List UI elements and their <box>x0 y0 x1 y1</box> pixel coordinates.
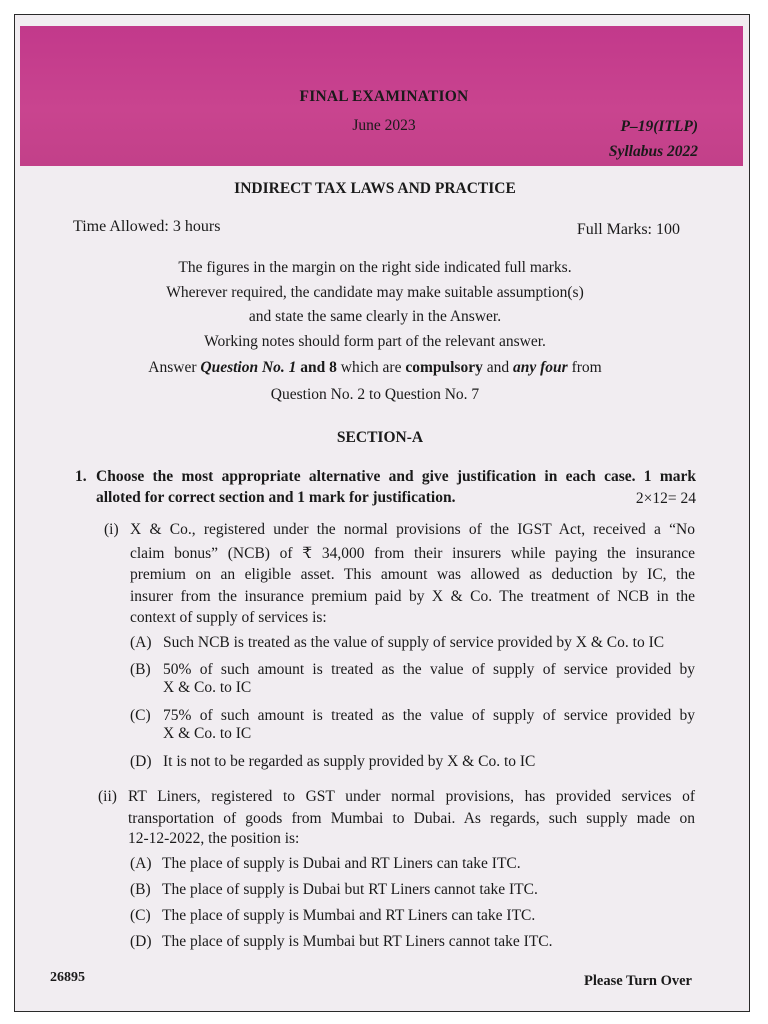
instr-question-ref-2: and 8 <box>296 359 337 376</box>
exam-title: FINAL EXAMINATION <box>299 88 469 105</box>
time-allowed: Time Allowed: 3 hours <box>73 218 221 235</box>
instr-text: and <box>482 359 513 376</box>
question-text-line-1: Choose the most appropriate alternative and give justification in each case. 1 mark <box>96 468 696 485</box>
option-text: 50% of such amount is treated as the value of supply of service provided by <box>163 661 695 678</box>
option-text: Such NCB is treated as the value of supply of service provided by X & Co. to IC <box>163 634 665 651</box>
sub-question-line: transportation of goods from Mumbai to Dubai. As regards, such supply made on <box>128 810 695 827</box>
syllabus-label: Syllabus 2022 <box>608 143 698 160</box>
option-label: (B) <box>130 661 151 678</box>
instruction-line-3: and state the same clearly in the Answer. <box>248 308 502 325</box>
instr-compulsory: compulsory <box>405 359 483 376</box>
option-text: 75% of such amount is treated as the value of supply of service provided by <box>163 707 695 724</box>
option-text: The place of supply is Dubai and RT Liners can take ITC. <box>162 855 521 872</box>
full-marks: Full Marks: 100 <box>576 221 680 238</box>
subject-title: INDIRECT TAX LAWS AND PRACTICE <box>234 180 516 197</box>
sub-question-line: premium on an eligible asset. This amount was allowed as deduction by IC, the <box>130 566 695 583</box>
sub-question-line: context of supply of services is: <box>130 609 327 626</box>
question-marks: 2×12= 24 <box>635 490 696 507</box>
instr-text: which are <box>336 359 406 376</box>
sub-question-line: 12-12-2022, the position is: <box>128 830 300 847</box>
option-label: (B) <box>130 881 151 898</box>
sub-question-number: (ii) <box>98 788 117 805</box>
sub-question-number: (i) <box>104 521 119 538</box>
option-text: The place of supply is Mumbai and RT Liners can take ITC. <box>162 907 536 924</box>
sub-question-line: claim bonus” (NCB) of ₹ 34,000 from their insurers while paying the insurance <box>130 545 695 562</box>
option-label: (A) <box>130 634 152 651</box>
option-text: It is not to be regarded as supply provided by X & Co. to IC <box>163 753 536 770</box>
sub-question-line: X & Co., registered under the normal provisions of the IGST Act, received a “No <box>130 521 695 538</box>
question-number: 1. <box>75 468 87 485</box>
option-text: X & Co. to IC <box>163 725 252 742</box>
paper-number: 26895 <box>50 970 85 985</box>
instr-text: Answer <box>148 359 201 376</box>
option-label: (D) <box>130 933 152 950</box>
please-turn-over: Please Turn Over <box>584 973 692 989</box>
instr-text: from <box>567 359 602 376</box>
option-text: The place of supply is Mumbai but RT Liners cannot take ITC. <box>162 933 553 950</box>
sub-question-line: RT Liners, registered to GST under normal provisions, has provided services of <box>128 788 695 805</box>
instruction-line-4: Working notes should form part of the relevant answer. <box>204 333 546 350</box>
option-label: (D) <box>130 753 152 770</box>
sub-question-line: insurer from the insurance premium paid by X & Co. The treatment of NCB in the <box>130 588 695 605</box>
question-text-line-2: alloted for correct section and 1 mark for justification. <box>96 489 456 506</box>
option-label: (C) <box>130 907 151 924</box>
instruction-line-6: Question No. 2 to Question No. 7 <box>270 386 480 403</box>
paper-code: P–19(ITLP) <box>620 118 698 135</box>
instr-any-four: any four <box>512 359 568 376</box>
option-label: (C) <box>130 707 151 724</box>
option-text: X & Co. to IC <box>163 679 252 696</box>
instruction-line-5 <box>0 359 750 377</box>
instruction-line-1: The figures in the margin on the right side indicated full marks. <box>178 259 572 276</box>
option-text: The place of supply is Dubai but RT Liners cannot take ITC. <box>162 881 538 898</box>
instruction-line-2: Wherever required, the candidate may make suitable assumption(s) <box>166 284 584 301</box>
instr-question-ref: Question No. 1 <box>200 359 297 376</box>
option-label: (A) <box>130 855 152 872</box>
section-title: SECTION-A <box>336 429 424 446</box>
exam-date: June 2023 <box>352 117 416 134</box>
